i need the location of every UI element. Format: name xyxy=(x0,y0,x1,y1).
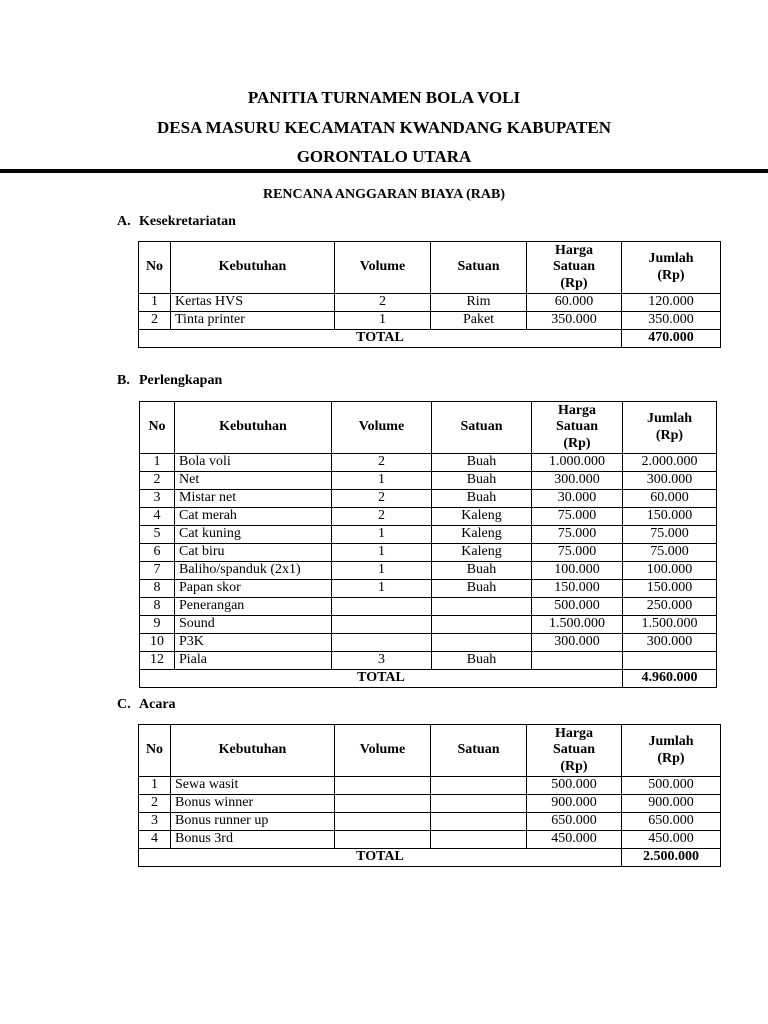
section-heading-c xyxy=(117,696,176,714)
cell-volume xyxy=(332,598,432,616)
cell-volume: 1 xyxy=(335,312,431,330)
cell-harga-satuan: 500.000 xyxy=(527,777,622,795)
total-value: 470.000 xyxy=(622,330,721,348)
cell-no: 2 xyxy=(140,472,175,490)
cell-satuan: Buah xyxy=(432,580,532,598)
total-label: TOTAL xyxy=(139,849,622,867)
cell-volume: 2 xyxy=(332,508,432,526)
col-header-jumlah-line: Jumlah xyxy=(648,251,694,266)
section-letter: A. xyxy=(117,214,131,229)
table-header-row xyxy=(139,242,721,294)
org-title-line-3: GORONTALO UTARA xyxy=(296,147,472,166)
budget-table-kesekretariatan xyxy=(138,241,721,348)
cell-harga-satuan: 650.000 xyxy=(527,813,622,831)
table-row xyxy=(140,508,717,526)
cell-harga-satuan: 1.500.000 xyxy=(532,616,623,634)
cell-volume: 1 xyxy=(332,526,432,544)
cell-jumlah: 75.000 xyxy=(623,526,717,544)
section-title: Perlengkapan xyxy=(139,373,223,388)
cell-satuan: Buah xyxy=(432,454,532,472)
cell-volume: 1 xyxy=(332,562,432,580)
cell-jumlah: 500.000 xyxy=(622,777,721,795)
cell-harga-satuan: 75.000 xyxy=(532,544,623,562)
cell-no: 1 xyxy=(140,454,175,472)
table-row xyxy=(139,312,721,330)
cell-satuan: Buah xyxy=(432,652,532,670)
col-header-volume-line: Volume xyxy=(359,742,406,758)
section-heading-a xyxy=(117,213,236,231)
budget-table-perlengkapan xyxy=(139,401,717,688)
table-row xyxy=(139,795,721,813)
table-row xyxy=(139,831,721,849)
cell-kebutuhan: Tinta printer xyxy=(171,312,335,330)
cell-jumlah: 60.000 xyxy=(623,490,717,508)
col-header-jumlah xyxy=(623,402,717,454)
cell-satuan: Buah xyxy=(432,562,532,580)
col-header-jumlah-line: Jumlah xyxy=(648,734,694,749)
cell-no: 3 xyxy=(140,490,175,508)
table-row xyxy=(139,294,721,312)
col-header-harga-satuan xyxy=(532,402,623,454)
cell-satuan: Kaleng xyxy=(432,508,532,526)
cell-kebutuhan: Bonus winner xyxy=(171,795,335,813)
table-header-row xyxy=(139,725,721,777)
cell-kebutuhan: Sound xyxy=(175,616,332,634)
cell-satuan xyxy=(431,795,527,813)
col-header-jumlah-line: Jumlah xyxy=(646,411,693,426)
cell-volume xyxy=(332,634,432,652)
cell-no: 12 xyxy=(140,652,175,670)
col-header-harga-satuan-line: Harga xyxy=(554,242,594,258)
table-row xyxy=(139,813,721,831)
cell-no: 9 xyxy=(140,616,175,634)
col-header-harga-satuan-line: (Rp) xyxy=(560,275,588,291)
total-label: TOTAL xyxy=(140,670,623,688)
col-header-kebutuhan-line: Kebutuhan xyxy=(218,742,287,758)
cell-kebutuhan: Net xyxy=(175,472,332,490)
total-label: TOTAL xyxy=(139,330,622,348)
cell-no: 8 xyxy=(140,580,175,598)
cell-no: 5 xyxy=(140,526,175,544)
cell-volume: 1 xyxy=(332,580,432,598)
cell-kebutuhan: Baliho/spanduk (2x1) xyxy=(175,562,332,580)
section-title: Kesekretariatan xyxy=(139,214,236,229)
col-header-satuan xyxy=(431,725,527,777)
col-header-harga-satuan-line: Satuan xyxy=(552,742,596,758)
cell-satuan: Kaleng xyxy=(432,544,532,562)
cell-no: 2 xyxy=(139,795,171,813)
section-heading-b xyxy=(117,372,222,390)
col-header-volume-line: Volume xyxy=(358,419,405,435)
cell-kebutuhan: Bola voli xyxy=(175,454,332,472)
table-row xyxy=(140,634,717,652)
col-header-harga-satuan-line: (Rp) xyxy=(563,435,591,451)
cell-kebutuhan: Papan skor xyxy=(175,580,332,598)
document-subtitle: RENCANA ANGGARAN BIAYA (RAB) xyxy=(262,187,506,202)
table-header-row xyxy=(140,402,717,454)
table-row xyxy=(140,652,717,670)
table-row xyxy=(140,616,717,634)
cell-satuan: Buah xyxy=(432,472,532,490)
org-title-line-2: DESA MASURU KECAMATAN KWANDANG KABUPATEN xyxy=(157,118,611,137)
col-header-no-line: No xyxy=(145,742,164,758)
table-row xyxy=(140,472,717,490)
cell-harga-satuan: 900.000 xyxy=(527,795,622,813)
col-header-kebutuhan xyxy=(171,725,335,777)
budget-table-acara xyxy=(138,724,721,867)
section-letter: C. xyxy=(117,697,131,712)
cell-no: 1 xyxy=(139,294,171,312)
col-header-harga-satuan-line: Satuan xyxy=(555,419,599,435)
col-header-no-line: No xyxy=(145,259,164,275)
cell-kebutuhan: Mistar net xyxy=(175,490,332,508)
table-row xyxy=(140,454,717,472)
col-header-harga-satuan-line: Harga xyxy=(554,725,594,741)
total-row xyxy=(140,670,717,688)
cell-no: 4 xyxy=(140,508,175,526)
col-header-kebutuhan xyxy=(171,242,335,294)
total-value: 4.960.000 xyxy=(623,670,717,688)
col-header-harga-satuan-line: (Rp) xyxy=(560,758,588,774)
cell-no: 3 xyxy=(139,813,171,831)
cell-satuan xyxy=(432,598,532,616)
cell-jumlah: 150.000 xyxy=(623,508,717,526)
table-row xyxy=(140,544,717,562)
cell-jumlah: 650.000 xyxy=(622,813,721,831)
table-row xyxy=(139,777,721,795)
cell-volume: 2 xyxy=(335,294,431,312)
col-header-volume xyxy=(335,725,431,777)
cell-jumlah: 900.000 xyxy=(622,795,721,813)
table-row xyxy=(140,526,717,544)
cell-no: 4 xyxy=(139,831,171,849)
cell-kebutuhan: Penerangan xyxy=(175,598,332,616)
col-header-harga-satuan xyxy=(527,242,622,294)
col-header-harga-satuan xyxy=(527,725,622,777)
col-header-no xyxy=(140,402,175,454)
cell-kebutuhan: Bonus runner up xyxy=(171,813,335,831)
cell-no: 1 xyxy=(139,777,171,795)
cell-volume xyxy=(335,795,431,813)
cell-satuan: Kaleng xyxy=(432,526,532,544)
org-title-line-1: PANITIA TURNAMEN BOLA VOLI xyxy=(247,88,521,107)
cell-jumlah: 75.000 xyxy=(623,544,717,562)
col-header-harga-satuan-line: Satuan xyxy=(552,259,596,275)
cell-volume xyxy=(335,831,431,849)
cell-volume: 2 xyxy=(332,454,432,472)
col-header-jumlah-line: (Rp) xyxy=(657,267,685,283)
table-row xyxy=(140,580,717,598)
col-header-kebutuhan-line: Kebutuhan xyxy=(219,419,287,435)
col-header-no xyxy=(139,725,171,777)
cell-volume xyxy=(332,616,432,634)
cell-volume xyxy=(335,777,431,795)
cell-kebutuhan: Bonus 3rd xyxy=(171,831,335,849)
cell-harga-satuan: 100.000 xyxy=(532,562,623,580)
cell-satuan xyxy=(431,777,527,795)
cell-jumlah: 350.000 xyxy=(622,312,721,330)
cell-kebutuhan: Cat kuning xyxy=(175,526,332,544)
cell-volume: 3 xyxy=(332,652,432,670)
col-header-jumlah-line: (Rp) xyxy=(655,427,684,443)
cell-no: 7 xyxy=(140,562,175,580)
cell-kebutuhan: Piala xyxy=(175,652,332,670)
table-row xyxy=(140,562,717,580)
cell-harga-satuan: 350.000 xyxy=(527,312,622,330)
section-title: Acara xyxy=(139,697,176,712)
header-divider xyxy=(0,169,768,173)
cell-kebutuhan: Cat merah xyxy=(175,508,332,526)
cell-jumlah: 100.000 xyxy=(623,562,717,580)
cell-harga-satuan: 30.000 xyxy=(532,490,623,508)
cell-jumlah: 250.000 xyxy=(623,598,717,616)
cell-volume: 1 xyxy=(332,544,432,562)
cell-harga-satuan: 450.000 xyxy=(527,831,622,849)
total-row xyxy=(139,330,721,348)
cell-satuan: Rim xyxy=(431,294,527,312)
cell-kebutuhan: Cat biru xyxy=(175,544,332,562)
cell-harga-satuan xyxy=(532,652,623,670)
cell-volume: 1 xyxy=(332,472,432,490)
cell-jumlah: 120.000 xyxy=(622,294,721,312)
cell-volume: 2 xyxy=(332,490,432,508)
cell-jumlah xyxy=(623,652,717,670)
cell-no: 8 xyxy=(140,598,175,616)
col-header-jumlah xyxy=(622,242,721,294)
cell-harga-satuan: 75.000 xyxy=(532,526,623,544)
table-row xyxy=(140,490,717,508)
cell-satuan xyxy=(431,813,527,831)
cell-jumlah: 2.000.000 xyxy=(623,454,717,472)
cell-kebutuhan: P3K xyxy=(175,634,332,652)
cell-harga-satuan: 75.000 xyxy=(532,508,623,526)
cell-harga-satuan: 60.000 xyxy=(527,294,622,312)
cell-kebutuhan: Sewa wasit xyxy=(171,777,335,795)
col-header-satuan-line: Satuan xyxy=(457,259,500,275)
col-header-jumlah-line: (Rp) xyxy=(657,750,685,766)
col-header-kebutuhan-line: Kebutuhan xyxy=(218,259,287,275)
cell-satuan: Buah xyxy=(432,490,532,508)
cell-harga-satuan: 1.000.000 xyxy=(532,454,623,472)
cell-no: 6 xyxy=(140,544,175,562)
col-header-volume xyxy=(335,242,431,294)
col-header-satuan-line: Satuan xyxy=(457,742,500,758)
cell-jumlah: 300.000 xyxy=(623,634,717,652)
cell-harga-satuan: 500.000 xyxy=(532,598,623,616)
col-header-satuan xyxy=(431,242,527,294)
cell-satuan xyxy=(431,831,527,849)
col-header-harga-satuan-line: Harga xyxy=(557,402,597,418)
col-header-satuan xyxy=(432,402,532,454)
col-header-satuan-line: Satuan xyxy=(460,419,503,435)
col-header-volume xyxy=(332,402,432,454)
cell-volume xyxy=(335,813,431,831)
col-header-kebutuhan xyxy=(175,402,332,454)
cell-jumlah: 150.000 xyxy=(623,580,717,598)
cell-satuan xyxy=(432,634,532,652)
cell-jumlah: 300.000 xyxy=(623,472,717,490)
total-row xyxy=(139,849,721,867)
cell-harga-satuan: 300.000 xyxy=(532,472,623,490)
cell-kebutuhan: Kertas HVS xyxy=(171,294,335,312)
cell-satuan xyxy=(432,616,532,634)
cell-jumlah: 450.000 xyxy=(622,831,721,849)
cell-satuan: Paket xyxy=(431,312,527,330)
table-row xyxy=(140,598,717,616)
section-letter: B. xyxy=(117,373,130,388)
cell-harga-satuan: 150.000 xyxy=(532,580,623,598)
cell-jumlah: 1.500.000 xyxy=(623,616,717,634)
cell-harga-satuan: 300.000 xyxy=(532,634,623,652)
cell-no: 2 xyxy=(139,312,171,330)
col-header-volume-line: Volume xyxy=(359,259,406,275)
col-header-no xyxy=(139,242,171,294)
cell-no: 10 xyxy=(140,634,175,652)
col-header-no-line: No xyxy=(148,419,166,435)
col-header-jumlah xyxy=(622,725,721,777)
total-value: 2.500.000 xyxy=(622,849,721,867)
